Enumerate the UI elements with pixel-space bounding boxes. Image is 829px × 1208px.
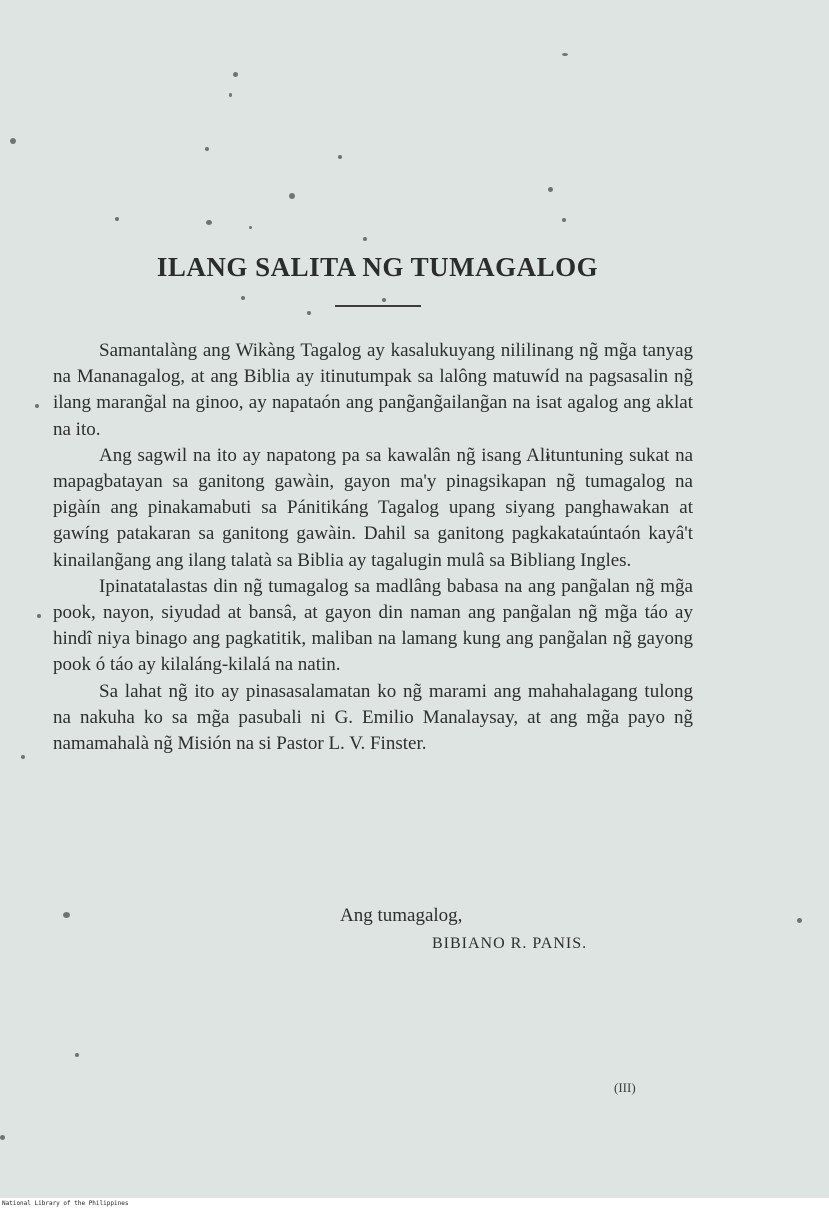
ink-speck	[562, 218, 566, 222]
ink-speck	[797, 918, 802, 923]
ink-speck	[75, 1053, 79, 1057]
ink-speck	[37, 614, 41, 618]
paragraph: Sa lahat ng̃ ito ay pinasasalamatan ko ng̃ marami ang mahahalagang tulong na nakuha ko sa mg̃a pasubali ni G. Emilio Manalaysay, at ang mg̃a payo ng̃ namamahalà ng̃ Misión na si Pastor L. V. Finster.	[53, 680, 693, 755]
ink-speck	[548, 187, 553, 192]
ink-speck	[289, 193, 295, 199]
body-text	[53, 338, 693, 757]
ink-speck	[35, 404, 39, 408]
ink-speck	[229, 93, 232, 97]
ink-speck	[307, 311, 311, 315]
paragraph: Samantalàng ang Wikàng Tagalog ay kasalukuyang nililinang ng̃ mg̃a tanyag na Mananagalog, at ang Biblia ay itinutumpak sa lalông matuwíd na pagsasalin ng̃ ilang marang̃al na ginoo, ay napataón ang pang̃ang̃ailang̃an na isat agalog ang aklat na ito.	[53, 340, 693, 440]
ink-speck	[562, 53, 568, 56]
ink-speck	[363, 237, 367, 241]
ink-speck	[382, 298, 386, 302]
ink-speck	[206, 220, 212, 225]
paragraph: Ipinatatalastas din ng̃ tumagalog sa madlâng babasa na ang pang̃alan ng̃ mg̃a pook, nayon, siyudad at bansâ, at gayon din naman ang pang̃alan ng̃ mg̃a táo ay hindî niya binago ang pagkatitik, maliban na lamang kung ang pang̃alan ng̃ gayong pook ó táo ay kilaláng-kilalá na natin.	[53, 575, 693, 676]
ink-speck	[338, 155, 342, 159]
ink-speck	[205, 147, 209, 151]
ink-speck	[249, 226, 252, 229]
ink-speck	[10, 138, 16, 144]
page-title: ILANG SALITA NG TUMAGALOG	[156, 252, 599, 282]
author-signature: BIBIANO R. PANIS.	[432, 935, 588, 952]
ink-speck	[0, 1135, 5, 1140]
closing-line: Ang tumagalog,	[340, 905, 463, 926]
ink-speck	[21, 755, 25, 759]
page-number: (III)	[614, 1080, 636, 1095]
library-credit: National Library of the Philippines	[2, 1200, 129, 1207]
paragraph: Ang sagwil na ito ay napatong pa sa kawalân ng̃ isang Alituntuning sukat na mapagbatayan sa ganitong gawàin, gayon ma'y pinagsikapan ng̃ tumagalog na pigàín ang pinakamabuti sa Pánitikáng Tagalog upang siyang panghawakan at gawíng patakaran sa ganitong gawàin. Dahil sa ganitong pagkakataúntaón kayâ't kinailang̃ang ang ilang talatà sa Biblia ay tagalugin mulâ sa Bibliang Ingles.	[53, 444, 693, 571]
ink-speck	[241, 296, 245, 300]
title-divider	[335, 305, 421, 307]
ink-speck	[115, 217, 119, 221]
ink-speck	[233, 72, 238, 77]
ink-speck	[63, 912, 70, 918]
